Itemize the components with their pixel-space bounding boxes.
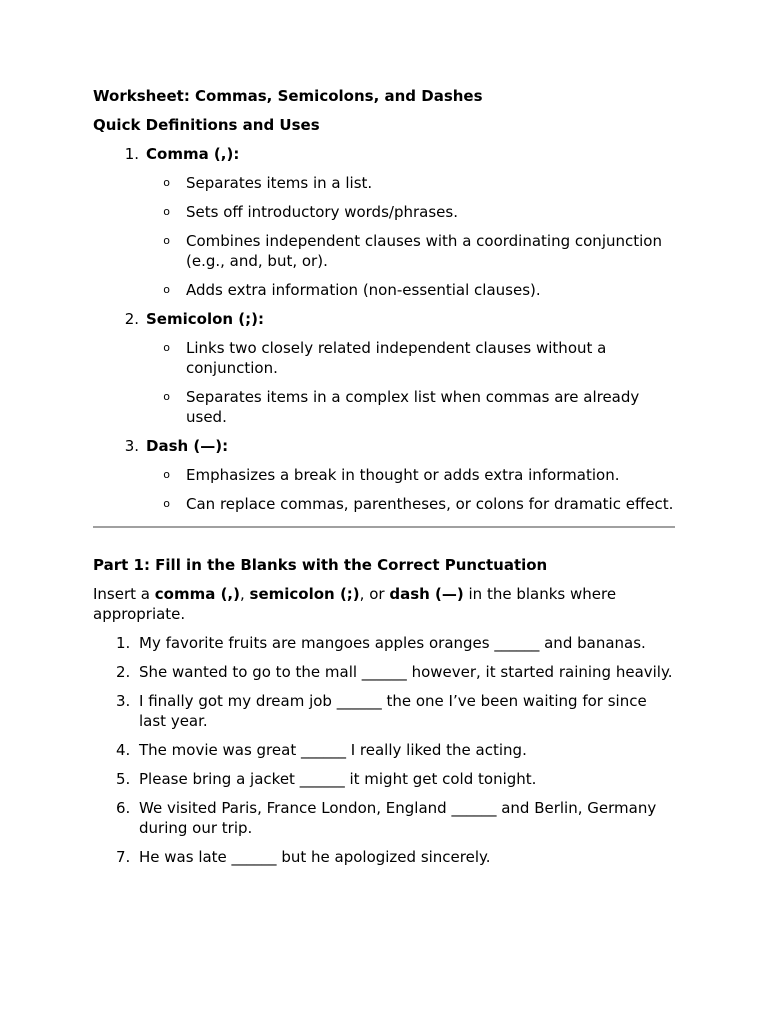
question-number: 2. [116,663,131,681]
definition-bullets [93,465,675,514]
definitions-heading: Quick Definitions and Uses [93,116,320,134]
bullet-marker: o [163,234,170,247]
definition-bullet [93,173,675,193]
question-number: 1. [116,634,131,652]
question-item [93,691,675,731]
instr-suffix: in the blanks where appropriate. [93,585,617,623]
question-number: 6. [116,799,131,817]
bullet-marker: o [163,283,170,296]
definition-dash [93,436,675,514]
bullet-marker: o [163,205,170,218]
definition-number: 1. [124,145,139,163]
bullet-text: Separates items in a list. [186,174,373,192]
question-text: The movie was great ______ I really liked the acting. [139,741,527,759]
question-item [93,847,675,867]
instr-semicolon: semicolon (;) [249,585,360,603]
question-item [93,633,675,653]
bullet-text: Separates items in a complex list when commas are already used. [186,388,640,426]
definition-header [93,144,675,164]
question-number: 3. [116,692,131,710]
definition-bullet [93,280,675,300]
question-item [93,662,675,682]
worksheet-title: Worksheet: Commas, Semicolons, and Dashes [93,87,483,105]
definition-header [93,309,675,329]
instr-comma: comma (,) [154,585,240,603]
bullet-marker: o [163,468,170,481]
bullet-text: Combines independent clauses with a coordinating conjunction (e.g., and, but, or). [186,232,662,270]
part1-title: Part 1: Fill in the Blanks with the Correct Punctuation [93,556,548,574]
instr-sep2: , or [359,585,390,603]
definition-number: 2. [124,310,139,328]
definition-bullet [93,231,675,271]
definition-comma [93,144,675,300]
section-divider [93,526,675,528]
questions-list [93,633,675,867]
bullet-text: Links two closely related independent clauses without a conjunction. [186,339,607,377]
instr-prefix: Insert a [93,585,155,603]
question-item [93,769,675,789]
definition-title: Comma (,): [146,145,240,163]
bullet-text: Adds extra information (non-essential clauses). [186,281,541,299]
definition-bullet [93,202,675,222]
question-number: 5. [116,770,131,788]
bullet-text: Sets off introductory words/phrases. [186,203,458,221]
definition-bullets [93,338,675,427]
question-text: I finally got my dream job ______ the one I’ve been waiting for since last year. [139,692,647,730]
bullet-text: Can replace commas, parentheses, or colons for dramatic effect. [186,495,674,513]
definition-header [93,436,675,456]
definition-semicolon [93,309,675,427]
definition-bullet [93,338,675,378]
definition-bullet [93,387,675,427]
bullet-text: Emphasizes a break in thought or adds extra information. [186,466,620,484]
question-text: We visited Paris, France London, England ______ and Berlin, Germany during our trip. [139,799,657,837]
question-text: Please bring a jacket ______ it might get cold tonight. [139,770,537,788]
bullet-marker: o [163,176,170,189]
question-item [93,798,675,838]
question-item [93,740,675,760]
bullet-marker: o [163,341,170,354]
question-text: He was late ______ but he apologized sincerely. [139,848,491,866]
question-number: 4. [116,741,131,759]
definition-bullet [93,494,675,514]
bullet-marker: o [163,497,170,510]
definition-bullets [93,173,675,300]
instr-dash: dash (—) [389,585,464,603]
part1-instructions [93,584,675,624]
question-text: She wanted to go to the mall ______ however, it started raining heavily. [139,663,673,681]
definition-bullet [93,465,675,485]
bullet-marker: o [163,390,170,403]
instr-sep1: , [239,585,250,603]
definition-title: Semicolon (;): [146,310,265,328]
definitions-list [93,144,675,514]
question-text: My favorite fruits are mangoes apples oranges ______ and bananas. [139,634,646,652]
question-number: 7. [116,848,131,866]
definition-number: 3. [124,437,139,455]
definition-title: Dash (—): [146,437,229,455]
